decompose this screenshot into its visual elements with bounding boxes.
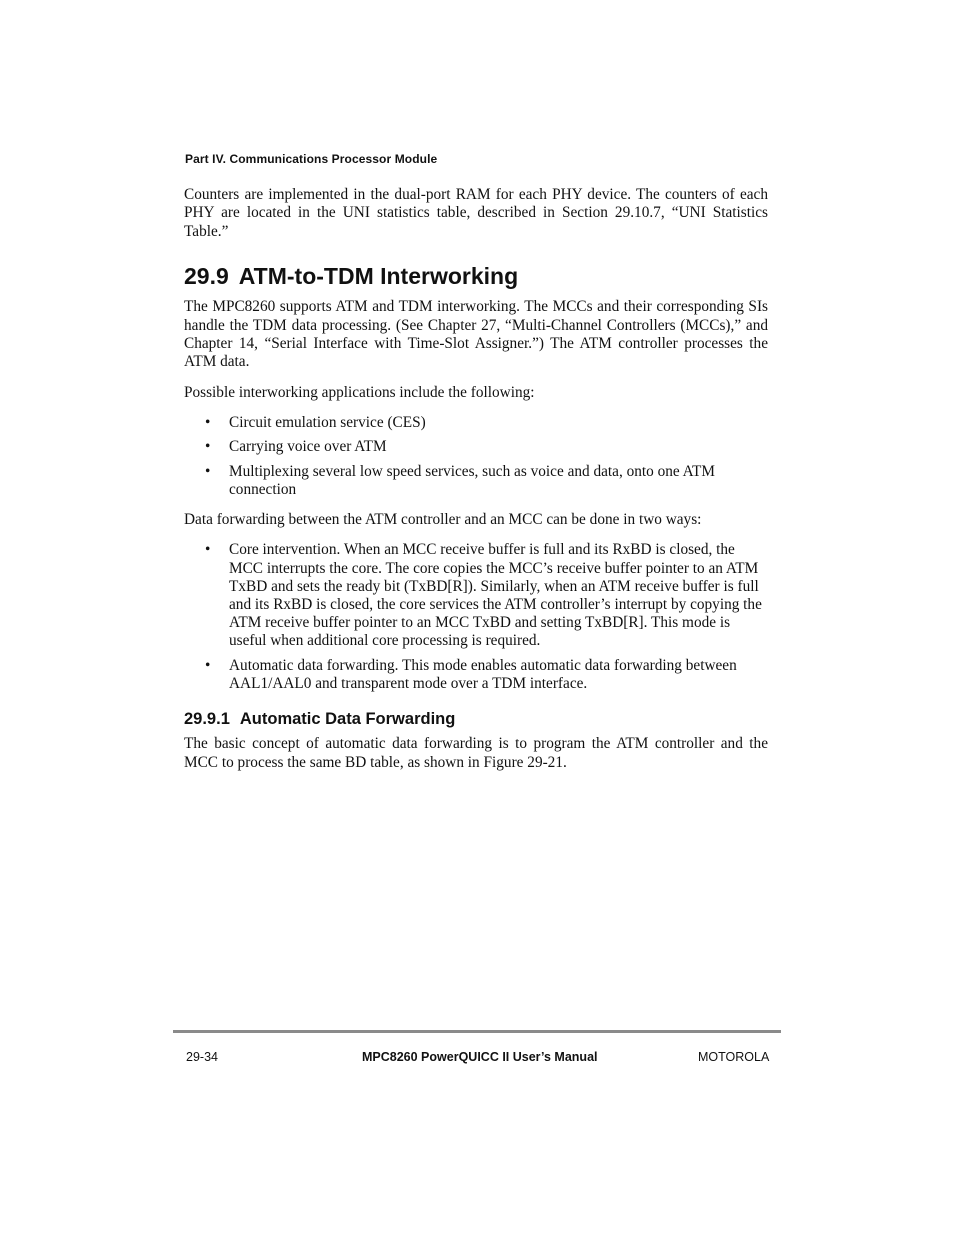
list-item bbox=[184, 438, 768, 456]
applications-list bbox=[184, 414, 768, 499]
footer-manual-title: MPC8260 PowerQUICC II User’s Manual bbox=[362, 1050, 598, 1064]
bullet-icon: • bbox=[205, 656, 211, 674]
list-item-text: Circuit emulation service (CES) bbox=[229, 414, 426, 432]
list-item-text: Automatic data forwarding. This mode enables automatic data forwarding between AAL1/AAL0 and transparent mode over a TDM interface. bbox=[229, 656, 737, 692]
footer-divider bbox=[173, 1030, 781, 1033]
subsection-number: 29.9.1 bbox=[184, 710, 230, 729]
subsection-title: Automatic Data Forwarding bbox=[239, 710, 456, 729]
subsection-heading bbox=[184, 709, 768, 729]
footer-page-number: 29-34 bbox=[186, 1050, 218, 1064]
footer-publisher: MOTOROLA bbox=[698, 1050, 770, 1064]
running-head: Part IV. Communications Processor Module bbox=[185, 152, 438, 166]
list-item bbox=[184, 463, 768, 499]
section-heading bbox=[184, 262, 768, 290]
forwarding-ways-list bbox=[184, 541, 768, 693]
bullet-icon: • bbox=[205, 414, 211, 432]
bullet-icon: • bbox=[205, 462, 211, 480]
list-item-text: Multiplexing several low speed services, such as voice and data, onto one ATM connection bbox=[229, 462, 715, 498]
bullet-icon: • bbox=[205, 438, 211, 456]
section-paragraph-3: Data forwarding between the ATM controller and an MCC can be done in two ways: bbox=[184, 511, 702, 529]
list-item bbox=[184, 414, 768, 432]
section-number: 29.9 bbox=[184, 263, 229, 290]
intro-paragraph: Counters are implemented in the dual-port RAM for each PHY device. The counters of each PHY are located in the UNI statistics table, described in Section 29.10.7, “UNI Statistics Table.” bbox=[184, 186, 768, 240]
page-content bbox=[184, 186, 768, 772]
section-paragraph-1: The MPC8260 supports ATM and TDM interworking. The MCCs and their corresponding SIs handle the TDM data processing. (See Chapter 27, “Multi-Channel Controllers (MCCs),” and Chapter 14, “Serial Interface with Time-Slot Assigner.”) The ATM controller processes the ATM data. bbox=[184, 298, 768, 371]
list-item-text: Core intervention. When an MCC receive buffer is full and its RxBD is closed, the MCC interrupts the core. The core copies the MCC’s receive buffer pointer to an ATM TxBD and sets the ready bit (TxBD[R]). Similarly, when an ATM receive buffer is full and its RxBD is closed, the core services the ATM controller’s interrupt by copying the ATM receive buffer pointer to an MCC TxBD and setting TxBD[R]. This mode is useful when additional core processing is required. bbox=[229, 541, 762, 650]
subsection-paragraph: The basic concept of automatic data forwarding is to program the ATM controller and the MCC to process the same BD table, as shown in Figure 29-21. bbox=[184, 735, 768, 771]
section-paragraph-2: Possible interworking applications include the following: bbox=[184, 383, 535, 401]
list-item bbox=[184, 541, 768, 650]
section-title: ATM-to-TDM Interworking bbox=[238, 263, 519, 290]
list-item-text: Carrying voice over ATM bbox=[229, 438, 387, 456]
spacer bbox=[184, 372, 768, 384]
list-item bbox=[184, 657, 768, 693]
bullet-icon: • bbox=[205, 541, 211, 559]
